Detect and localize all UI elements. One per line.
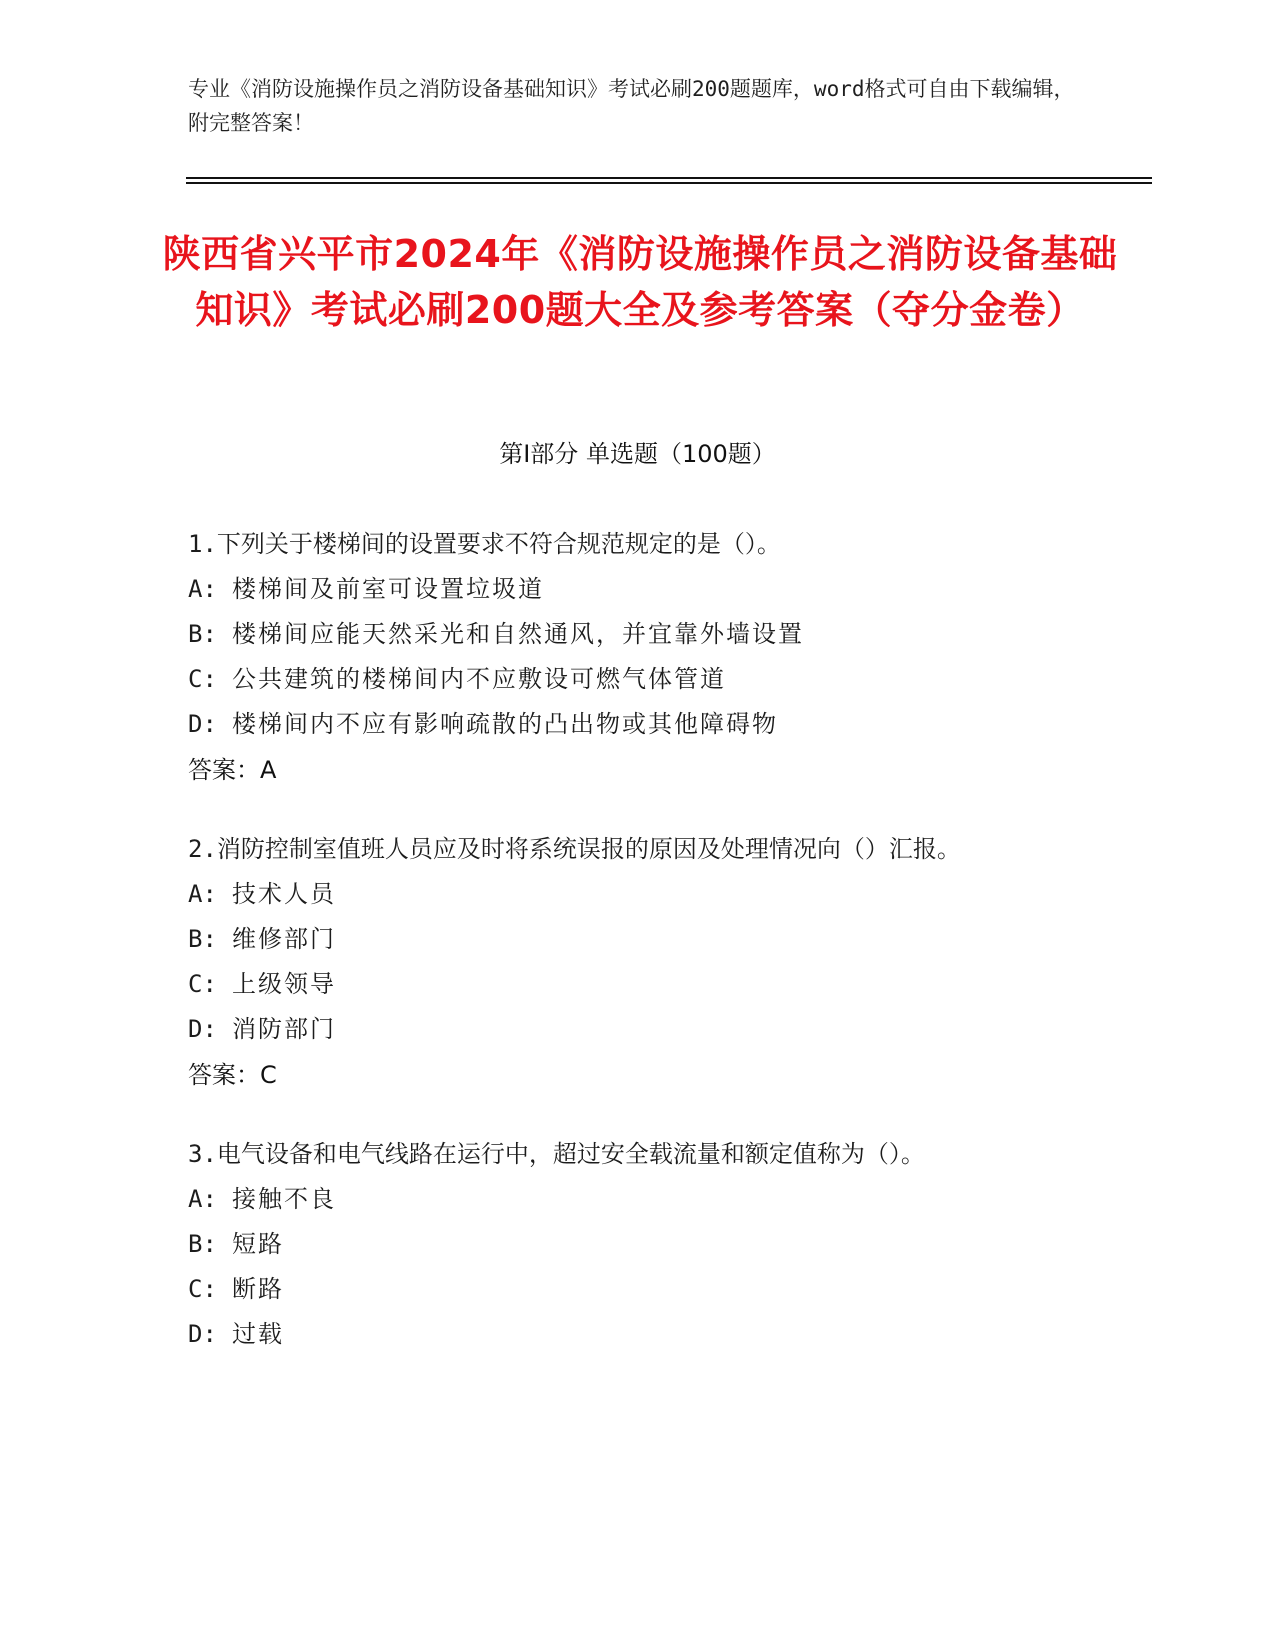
header-note: 专业《消防设施操作员之消防设备基础知识》考试必刷200题题库，word格式可自由下载编辑，附完整答案！ [188, 77, 1075, 135]
header-rule-bottom [186, 182, 1152, 184]
question-list [188, 522, 1068, 1391]
section-title: 第I部分 单选题（100题） [499, 440, 776, 468]
option-d [188, 1312, 1068, 1357]
option-text: 接触不良 [232, 1185, 336, 1213]
question-2 [188, 827, 1068, 1098]
option-b [188, 612, 1068, 657]
option-text: 消防部门 [232, 1015, 336, 1043]
option-text: 过载 [232, 1320, 284, 1348]
option-c [188, 1267, 1068, 1312]
option-text: 维修部门 [232, 925, 336, 953]
option-a [188, 567, 1068, 612]
question-stem: 2.消防控制室值班人员应及时将系统误报的原因及处理情况向（）汇报。 [188, 835, 961, 863]
document-title: 陕西省兴平市2024年《消防设施操作员之消防设备基础知识》考试必刷200题大全及参考答案（夺分金卷） [162, 232, 1118, 332]
option-letter: B: [188, 925, 217, 953]
option-b [188, 917, 1068, 962]
answer-line: 答案：A [188, 756, 277, 784]
question-3 [188, 1132, 1068, 1357]
option-text: 楼梯间应能天然采光和自然通风，并宜靠外墙设置 [232, 620, 804, 648]
option-letter: A: [188, 575, 217, 603]
option-a [188, 1177, 1068, 1222]
option-text: 楼梯间及前室可设置垃圾道 [232, 575, 544, 603]
option-letter: D: [188, 1320, 217, 1348]
answer-line: 答案：C [188, 1061, 277, 1089]
option-d [188, 702, 1068, 747]
option-letter: A: [188, 880, 217, 908]
option-text: 上级领导 [232, 970, 336, 998]
option-text: 技术人员 [232, 880, 336, 908]
option-c [188, 657, 1068, 702]
question-stem: 3.电气设备和电气线路在运行中，超过安全载流量和额定值称为（）。 [188, 1140, 925, 1168]
option-text: 楼梯间内不应有影响疏散的凸出物或其他障碍物 [232, 710, 778, 738]
option-letter: C: [188, 970, 217, 998]
question-1 [188, 522, 1068, 793]
option-text: 断路 [232, 1275, 284, 1303]
option-letter: D: [188, 710, 217, 738]
option-letter: C: [188, 1275, 217, 1303]
question-stem: 1.下列关于楼梯间的设置要求不符合规范规定的是（）。 [188, 530, 781, 558]
option-d [188, 1007, 1068, 1052]
option-text: 公共建筑的楼梯间内不应敷设可燃气体管道 [232, 665, 726, 693]
option-c [188, 962, 1068, 1007]
option-letter: B: [188, 1230, 217, 1258]
option-letter: D: [188, 1015, 217, 1043]
option-letter: A: [188, 1185, 217, 1213]
header-rule-top [186, 177, 1152, 179]
option-text: 短路 [232, 1230, 284, 1258]
option-letter: B: [188, 620, 217, 648]
option-b [188, 1222, 1068, 1267]
option-a [188, 872, 1068, 917]
option-letter: C: [188, 665, 217, 693]
